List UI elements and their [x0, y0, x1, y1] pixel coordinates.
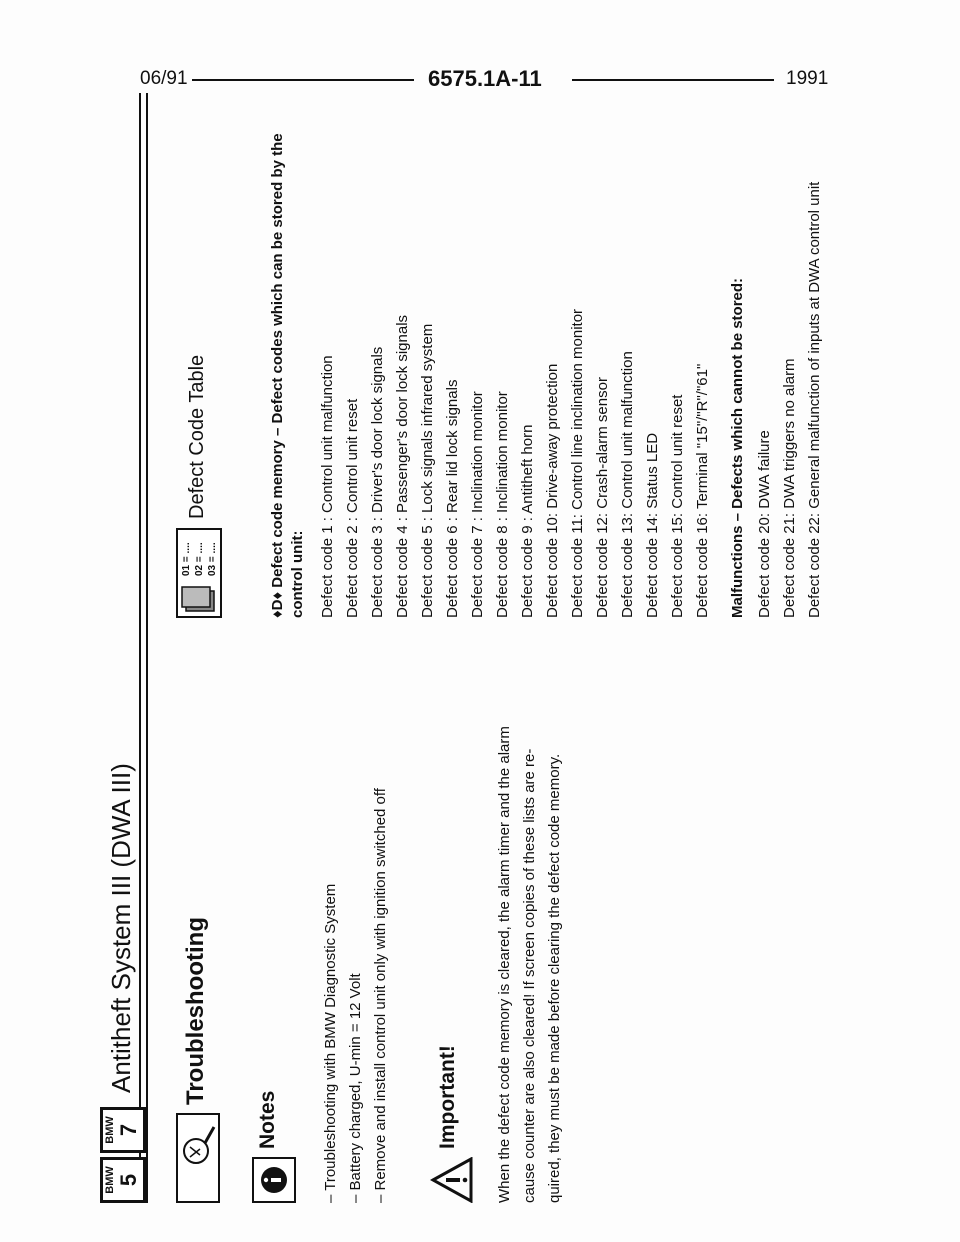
page-header — [0, 58, 960, 94]
malfunctions-heading: Malfunctions – Defects which cannot be stored: — [729, 277, 746, 618]
magnifier-icon — [176, 1113, 220, 1203]
title-rule — [146, 93, 148, 1203]
header-rule-right — [572, 79, 774, 81]
header-rule-left — [192, 79, 414, 81]
defect-code-item: Defect code 16: Terminal "15"/"R"/"61" — [694, 363, 711, 618]
defect-code-item: Defect code 9 : Antitheft horn — [519, 424, 536, 618]
defect-code-item: Defect code 10: Drive-away protection — [544, 363, 561, 618]
note-item: – Battery charged, U-min = 12 Volt — [347, 973, 364, 1203]
important-heading: Important! — [436, 1045, 459, 1149]
warning-icon — [430, 1157, 474, 1203]
defect-code-item: Defect code 1 : Control unit malfunction — [319, 355, 336, 618]
important-line: cause counter are also cleared! If screen copies of these lists are re- — [521, 748, 538, 1203]
defect-code-item: Defect code 6 : Rear lid lock signals — [444, 379, 461, 618]
defect-code-item: Defect code 7 : Inclination monitor — [469, 391, 486, 618]
badge-number: 7 — [116, 1123, 141, 1137]
icon-code-line: 03 = .... — [207, 542, 218, 576]
important-text — [492, 726, 567, 1203]
note-item: – Troubleshooting with BMW Diagnostic System — [322, 883, 339, 1203]
defect-code-item: Defect code 13: Control unit malfunction — [619, 351, 636, 618]
bmw-7-badge — [100, 1107, 146, 1153]
defect-code-item: Defect code 3 : Driver's door lock signals — [369, 346, 386, 618]
defect-code-item: Defect code 15: Control unit reset — [669, 394, 686, 618]
header-date: 06/91 — [140, 68, 188, 89]
defect-code-list — [315, 309, 715, 618]
malfunction-item: Defect code 22: General malfunction of inputs at DWA control unit — [806, 181, 823, 618]
icon-code-line: 01 = .... — [181, 542, 192, 576]
troubleshooting-heading: Troubleshooting — [182, 917, 209, 1105]
malfunction-item: Defect code 20: DWA failure — [756, 430, 773, 618]
defect-code-item: Defect code 14: Status LED — [644, 432, 661, 618]
defect-code-item: Defect code 4 : Passenger's door lock signals — [394, 314, 411, 618]
header-year: 1991 — [786, 68, 829, 89]
info-icon — [252, 1157, 296, 1203]
badge-number: 5 — [116, 1173, 141, 1187]
malfunction-item: Defect code 21: DWA triggers no alarm — [781, 358, 798, 618]
important-line: When the defect code memory is cleared, the alarm timer and the alarm — [496, 726, 513, 1203]
defect-code-item: Defect code 8 : Inclination monitor — [494, 391, 511, 618]
rotated-page — [100, 93, 880, 1203]
page-title: Antitheft System III (DWA III) — [106, 763, 136, 1093]
bmw-5-badge — [100, 1157, 146, 1203]
note-item: – Remove and install control unit only with ignition switched off — [372, 788, 389, 1203]
defect-code-item: Defect code 11: Control line inclination monitor — [569, 308, 586, 618]
icon-code-line: 02 = .... — [194, 542, 205, 576]
notes-list — [318, 788, 393, 1203]
defect-intro-line2: control unit: — [289, 530, 306, 618]
badge-label: BMW — [104, 1116, 116, 1144]
defect-code-item: Defect code 5 : Lock signals infrared system — [419, 323, 436, 618]
code-list-icon — [176, 528, 222, 618]
header-doc-code: 6575.1A-11 — [428, 66, 542, 91]
defect-code-item: Defect code 12: Crash-alarm sensor — [594, 377, 611, 618]
defect-intro-line1: ♦D♦ Defect code memory – Defect codes which can be stored by the — [269, 133, 286, 618]
notes-heading: Notes — [256, 1090, 279, 1149]
badge-label: BMW — [104, 1166, 116, 1194]
important-line: quired, they must be made before clearing the defect code memory. — [546, 753, 563, 1203]
malfunction-list — [752, 182, 827, 618]
defect-code-item: Defect code 2 : Control unit reset — [344, 398, 361, 618]
defect-table-heading: Defect Code Table — [186, 354, 208, 519]
